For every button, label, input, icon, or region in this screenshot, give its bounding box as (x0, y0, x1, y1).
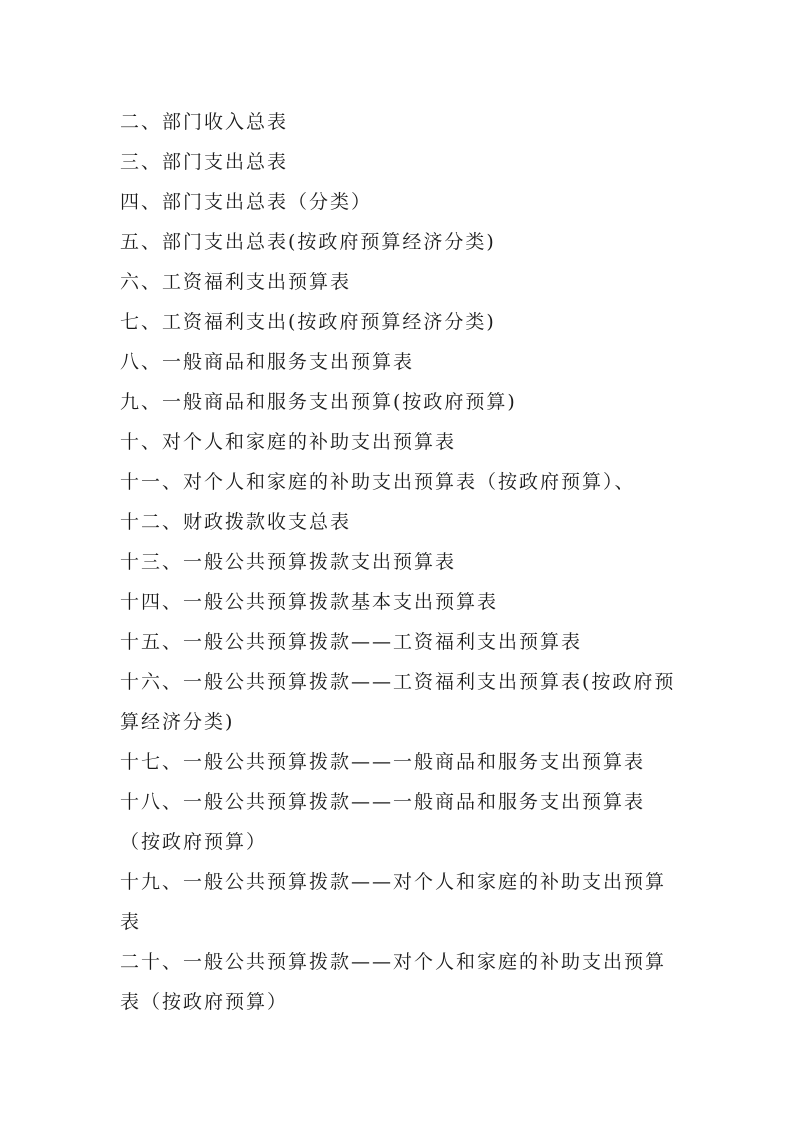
toc-item-6: 六、工资福利支出预算表 (120, 271, 352, 293)
toc-item-5: 五、部门支出总表(按政府预算经济分类) (120, 231, 496, 253)
toc-item-8: 八、一般商品和服务支出预算表 (120, 351, 415, 373)
toc-item-19: 十九、一般公共预算拨款——对个人和家庭的补助支出预算 表 (120, 871, 667, 933)
toc-item-15: 十五、一般公共预算拨款——工资福利支出预算表 (120, 631, 583, 653)
table-of-contents (120, 102, 680, 1022)
toc-item-20: 二十、一般公共预算拨款——对个人和家庭的补助支出预算 表（按政府预算） (120, 951, 667, 1013)
toc-item-7: 七、工资福利支出(按政府预算经济分类) (120, 311, 496, 333)
toc-item-18: 十八、一般公共预算拨款——一般商品和服务支出预算表 （按政府预算） (120, 791, 646, 853)
toc-item-2: 二、部门收入总表 (120, 111, 289, 133)
toc-item-14: 十四、一般公共预算拨款基本支出预算表 (120, 591, 499, 613)
toc-item-4: 四、部门支出总表（分类） (120, 191, 373, 213)
toc-item-9: 九、一般商品和服务支出预算(按政府预算) (120, 391, 517, 413)
toc-item-3: 三、部门支出总表 (120, 151, 289, 173)
toc-item-13: 十三、一般公共预算拨款支出预算表 (120, 551, 457, 573)
toc-item-10: 十、对个人和家庭的补助支出预算表 (120, 431, 457, 453)
toc-item-11: 十一、对个人和家庭的补助支出预算表（按政府预算）、 (120, 471, 636, 493)
toc-item-12: 十二、财政拨款收支总表 (120, 511, 352, 533)
toc-item-17: 十七、一般公共预算拨款——一般商品和服务支出预算表 (120, 751, 646, 773)
toc-item-16: 十六、一般公共预算拨款——工资福利支出预算表(按政府预 算经济分类) (120, 671, 676, 733)
